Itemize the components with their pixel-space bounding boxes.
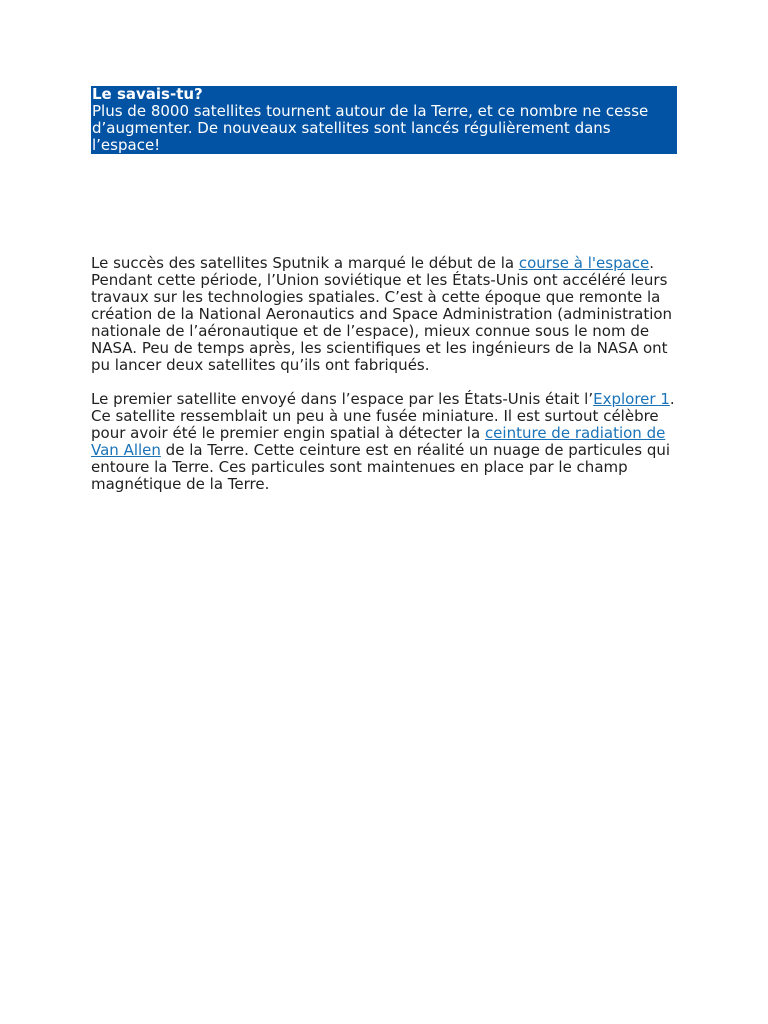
paragraph-1-text-end: . Pendant cette période, l’Union soviétique et les États-Unis ont accéléré leurs travaux sur les technologies spatiales. C’est à cette époque que remonte la création de la National Aeronautics and Space Administration (administration nationale de l’aéronautique et de l’espace), mieux connue sous le nom de NASA. Peu de temps après, les scientifiques et les ingénieurs de la NASA ont pu lancer deux satellites qu’ils ont fabriqués. <box>91 254 673 374</box>
callout-text: Plus de 8000 satellites tournent autour de la Terre, et ce nombre ne cesse d’augmenter. De nouveaux satellites sont lancés régulièrement dans l’espace! <box>92 102 649 154</box>
paragraph-1-text-start: Le succès des satellites Sputnik a marqué le début de la <box>91 254 519 272</box>
article-paragraph-1 <box>91 255 677 374</box>
paragraph-2-text-start: Le premier satellite envoyé dans l’espace par les États-Unis était l’ <box>91 390 594 408</box>
did-you-know-callout <box>91 86 677 154</box>
callout-title: Le savais-tu? <box>92 85 203 103</box>
article-paragraph-2 <box>91 391 677 493</box>
paragraph-2-text-end: de la Terre. Cette ceinture est en réalité un nuage de particules qui entoure la Terre. Ces particules sont maintenues en place par le champ magnétique de la Terre. <box>91 441 671 493</box>
paragraph-2-text-middle: . Ce satellite ressemblait un peu à une fusée miniature. Il est surtout célèbre pour avoir été le premier engin spatial à détecter la <box>91 390 675 442</box>
space-race-link[interactable]: course à l'espace <box>518 254 650 272</box>
article-body <box>91 255 677 493</box>
van-allen-belt-link[interactable]: ceinture de radiation de Van Allen <box>91 424 666 459</box>
page-content <box>91 86 677 510</box>
explorer-1-link[interactable]: Explorer 1 <box>593 390 670 408</box>
